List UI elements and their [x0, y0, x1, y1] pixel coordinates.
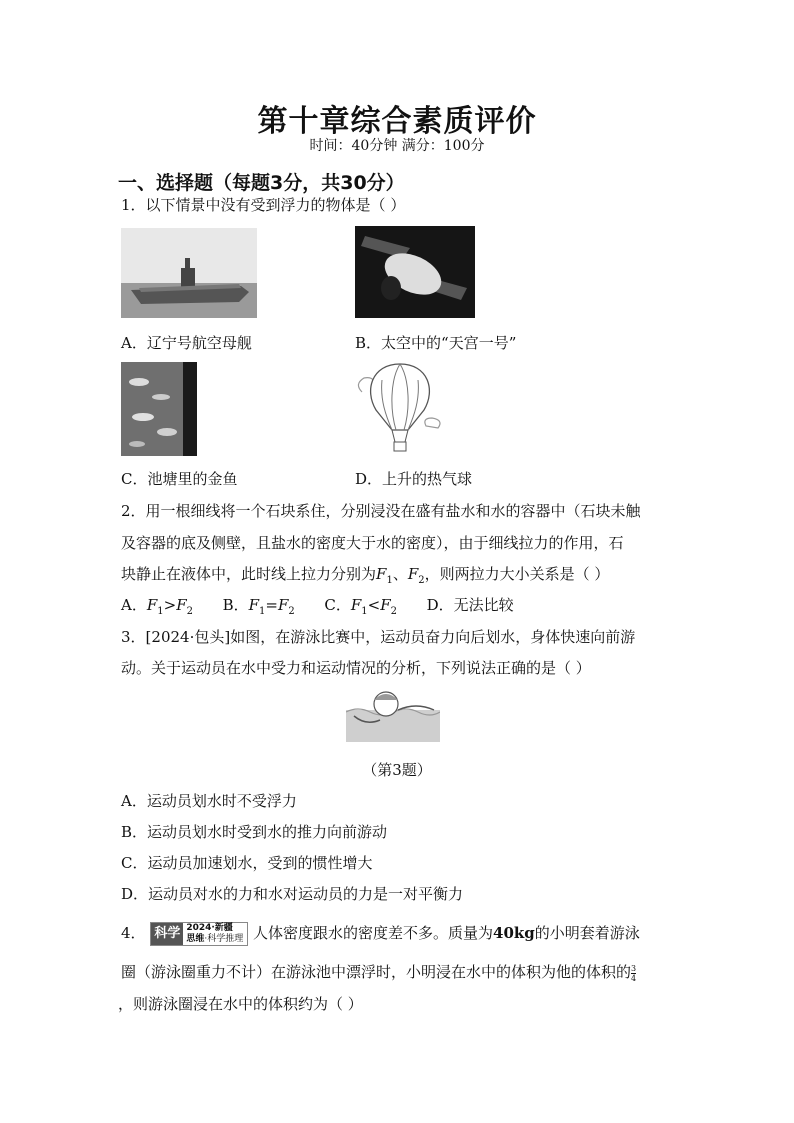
q4-line-1: 4． 科学 2024·新疆 思维·科学推理 人体密度跟水的密度差不多。质量为40kg的小明套着游泳 — [121, 923, 640, 944]
q3-figure-caption: （第3题） — [362, 761, 432, 779]
q3-line-2: 动。关于运动员在水中受力和运动情况的分析，下列说法正确的是（ ） — [121, 659, 591, 677]
q2-line-3: 块静止在液体中，此时线上拉力分别为$F_1$、$F_2$，则两拉力大小关系是（ ） — [121, 565, 610, 586]
goldfish-pond-image — [121, 362, 197, 456]
science-thinking-badge: 科学 2024·新疆 思维·科学推理 — [150, 922, 248, 946]
q3-line-1: 3．[2024·包头]如图，在游泳比赛中，运动员奋力向后划水，身体快速向前游 — [121, 628, 636, 646]
exam-info: 时间：40分钟 满分：100分 — [309, 138, 485, 154]
q4-line-2: 圈（游泳圈重力不计）在游泳池中漂浮时，小明浸在水中的体积为他的体积的 $\frac{3}{4}$ — [121, 963, 637, 983]
q3-option-d: D．运动员对水的力和水对运动员的力是一对平衡力 — [121, 885, 464, 903]
q2-options — [121, 594, 514, 617]
q2-option-c: C．$F_1<F_2$ — [324, 596, 397, 617]
page-title: 第十章综合素质评价 — [257, 104, 537, 139]
swimmer-image — [346, 686, 440, 742]
q2-line-2: 及容器的底及侧壁，且盐水的密度大于水的密度），由于细线拉力的作用，石 — [121, 534, 624, 552]
section-heading: 一、选择题（每题3分，共30分） — [118, 172, 405, 194]
q3-option-a: A．运动员划水时不受浮力 — [121, 792, 297, 810]
q3-option-c: C．运动员加速划水，受到的惯性增大 — [121, 854, 373, 872]
q1-stem: 1．以下情景中没有受到浮力的物体是（ ） — [121, 196, 406, 214]
aircraft-carrier-image — [121, 228, 257, 318]
hot-air-balloon-image — [352, 360, 448, 462]
q3-option-b: B．运动员划水时受到水的推力向前游动 — [121, 823, 388, 841]
q2-option-b: B．$F_1=F_2$ — [222, 596, 295, 617]
q1-option-b: B．太空中的“天宫一号” — [355, 334, 517, 352]
q1-option-c: C．池塘里的金鱼 — [121, 470, 238, 488]
q2-line-1: 2．用一根细线将一个石块系住，分别浸没在盛有盐水和水的容器中（石块未触 — [121, 502, 641, 520]
q4-fraction: $\frac{3}{4}$ — [631, 963, 637, 983]
q1-option-a: A．辽宁号航空母舰 — [121, 334, 252, 352]
space-station-image — [355, 226, 475, 318]
q1-option-d: D．上升的热气球 — [355, 470, 473, 488]
q4-line-3: ，则游泳圈浸在水中的体积约为（ ） — [118, 995, 363, 1013]
q2-option-a: A．$F_1>F_2$ — [121, 596, 194, 617]
q2-option-d: D．无法比较 — [426, 596, 514, 614]
